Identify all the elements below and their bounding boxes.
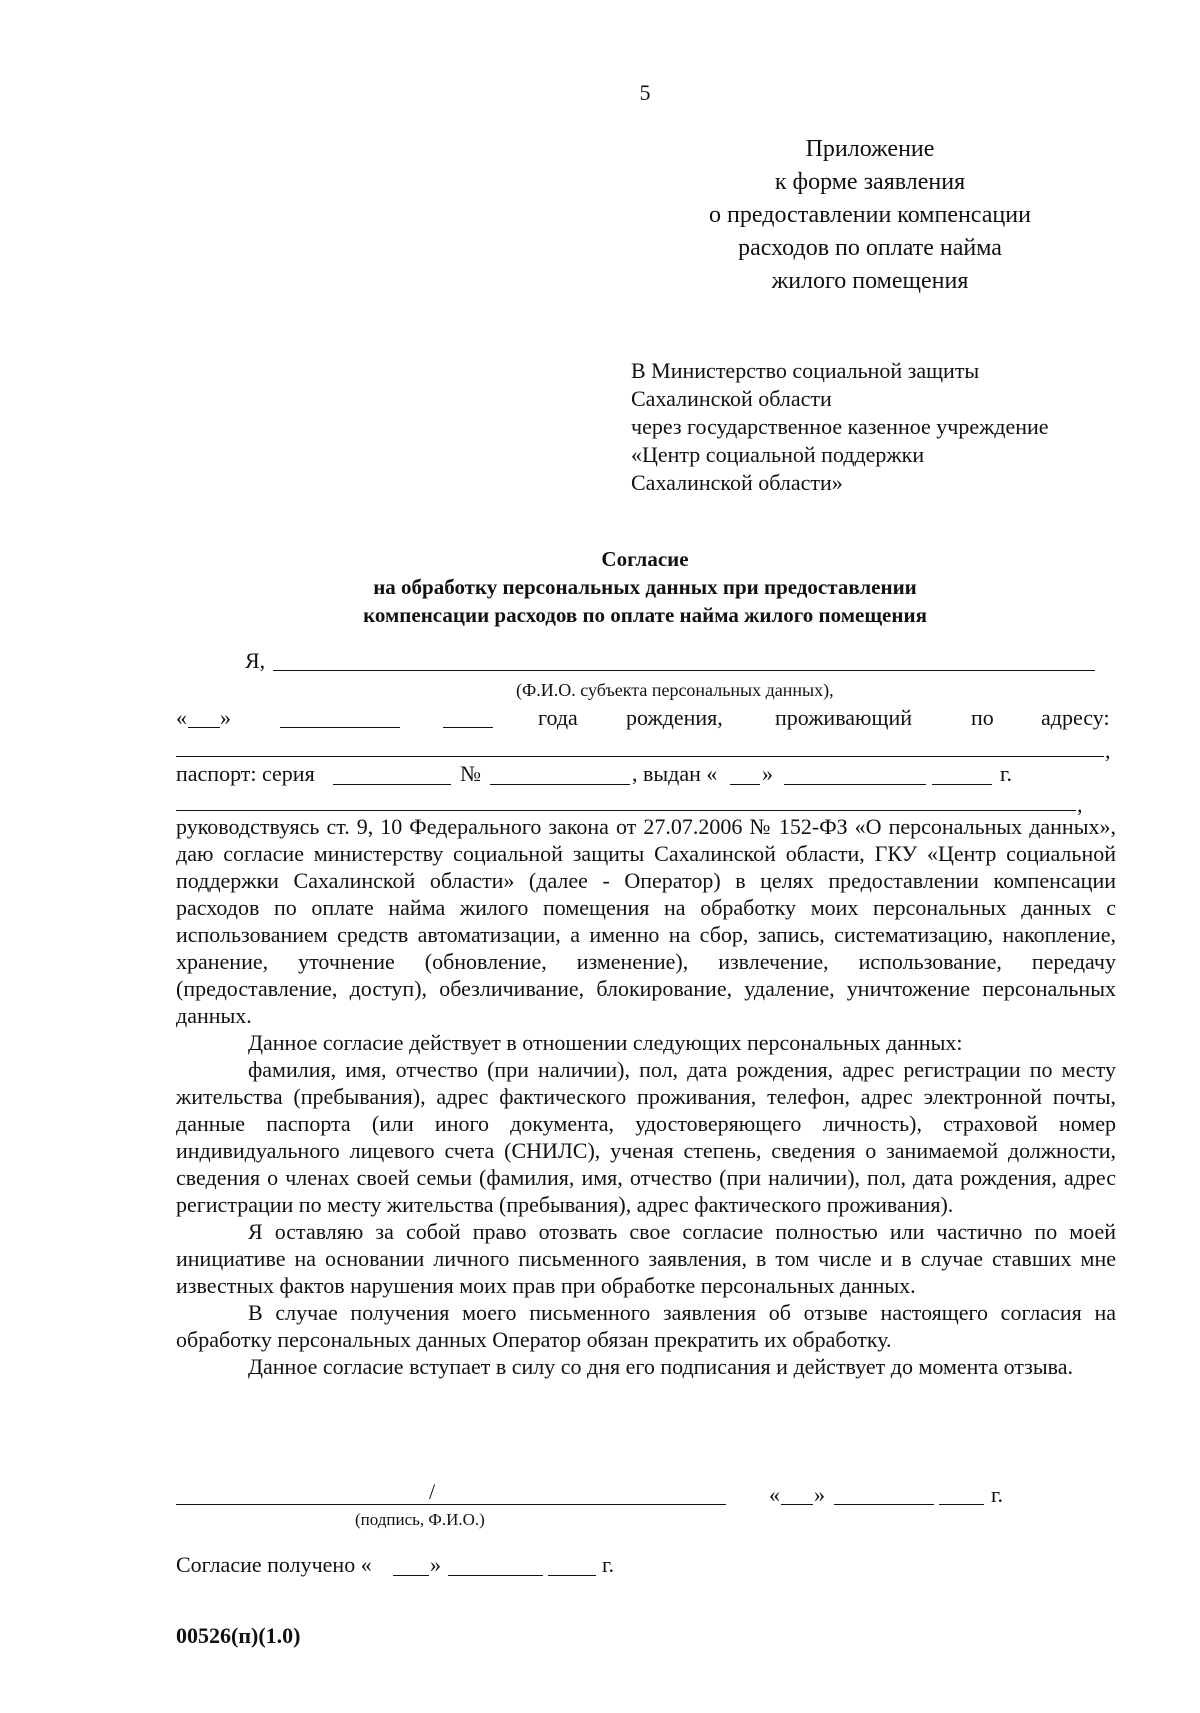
recipient-line: «Центр социальной поддержки: [631, 442, 925, 467]
received-day-field[interactable]: [393, 1575, 429, 1576]
prozhivayushchiy-label: проживающий: [775, 705, 912, 730]
appendix-line: расходов по оплате найма: [738, 235, 1002, 261]
appendix-line: о предоставлении компенсации: [709, 202, 1031, 228]
birth-month-field[interactable]: [280, 727, 400, 728]
appendix-line: к форме заявления: [774, 169, 966, 195]
title-line: Согласие: [601, 547, 689, 571]
consent-body: [176, 813, 1116, 1380]
po-label: по: [971, 705, 994, 730]
adresu-label: адресу:: [1041, 705, 1110, 730]
rozhdeniya-label: рождения,: [626, 705, 723, 730]
birth-day-field[interactable]: [188, 727, 220, 728]
i-label: Я,: [245, 648, 266, 673]
received-label: Согласие получено «: [176, 1552, 372, 1577]
passport-series-field[interactable]: [333, 784, 451, 785]
issued-label: , выдан «: [632, 761, 718, 786]
birth-day-open-quote: «: [176, 705, 187, 730]
issued-month-field[interactable]: [784, 784, 926, 785]
recipient-block: [631, 357, 1049, 497]
recipient-line: через государственное казенное учреждение: [631, 414, 1049, 439]
goda-label: года: [538, 705, 578, 730]
address-field[interactable]: [176, 756, 1104, 757]
appendix-line: Приложение: [805, 136, 935, 162]
birth-year-field[interactable]: [443, 727, 493, 728]
body-paragraph: Данное согласие вступает в силу со дня его подписания и действует до момента отзыва.: [248, 1354, 1074, 1379]
address-comma: ,: [1105, 738, 1111, 763]
appendix-header: [640, 133, 1100, 298]
signature-year-field[interactable]: [939, 1504, 984, 1505]
issued-year-field[interactable]: [932, 784, 992, 785]
issued-year-abbr: г.: [1000, 761, 1013, 786]
form-code: 00526(п)(1.0): [176, 1623, 301, 1648]
signature-year-abbr: г.: [991, 1482, 1004, 1507]
document-title: [0, 545, 1200, 629]
recipient-line: Сахалинской области: [631, 386, 832, 411]
body-paragraph: Я оставляю за собой право отозвать свое согласие полностью или частично по моей инициативе на основании личного письменного заявления, в том числе и в случае ставших мне известных фактов нарушения моих прав при обработке персональных данных.: [176, 1219, 1116, 1298]
body-paragraph: фамилия, имя, отчество (при наличии), пол, дата рождения, адрес регистрации по месту жительства (пребывания), адрес фактического проживания, телефон, адрес электронной почты, данные паспорта (или иного документа, удостоверяющего личность), страховой номер индивидуального лицевого счета (СНИЛС), ученая степень, сведения о занимаемой должности, сведения о членах своей семьи (фамилия, имя, отчество (при наличии), пол, дата рождения, адрес регистрации по месту жительства (пребывания), адрес фактического проживания).: [176, 1057, 1116, 1217]
issued-close-quote: »: [762, 761, 773, 786]
title-line: компенсации расходов по оплате найма жилого помещения: [363, 603, 927, 627]
page-number: 5: [639, 80, 651, 105]
signature-day-field[interactable]: [781, 1504, 813, 1505]
body-paragraph: руководствуясь ст. 9, 10 Федерального закона от 27.07.2006 № 152-ФЗ «О персональных данных», даю согласие министерству социальной защиты Сахалинской области, ГКУ «Центр социальной поддержки Сахалинской области» (далее - Оператор) в целях предоставлении компенсации расходов по оплате найма жилого помещения на обработку моих персональных данных с использованием средств автоматизации, а именно на сбор, запись, систематизацию, накопление, хранение, уточнение (обновление, изменение), извлечение, использование, передачу (предоставление, доступ), обезличивание, блокирование, удаление, уничтожение персональных данных.: [176, 814, 1116, 1028]
received-year-abbr: г.: [602, 1552, 615, 1577]
received-month-field[interactable]: [448, 1575, 543, 1576]
received-close-quote: »: [430, 1552, 441, 1577]
title-line: на обработку персональных данных при предоставлении: [373, 575, 917, 599]
passport-number-field[interactable]: [490, 784, 630, 785]
signature-slash: /: [429, 1479, 436, 1504]
recipient-line: В Министерство социальной защиты: [631, 358, 980, 383]
body-paragraph: Данное согласие действует в отношении следующих персональных данных:: [248, 1030, 963, 1055]
recipient-line: Сахалинской области»: [631, 470, 843, 495]
body-paragraph: В случае получения моего письменного заявления об отзыве настоящего согласия на обработку персональных данных Оператор обязан прекратить их обработку.: [176, 1300, 1116, 1352]
appendix-line: жилого помещения: [771, 268, 969, 294]
fio-caption: (Ф.И.О. субъекта персональных данных),: [516, 680, 834, 700]
signature-field[interactable]: [176, 1504, 726, 1505]
signature-date-open-quote: «: [769, 1482, 780, 1507]
number-sign: №: [460, 761, 481, 786]
signature-month-field[interactable]: [834, 1504, 934, 1505]
passport-label: паспорт: серия: [176, 761, 315, 786]
signature-caption: (подпись, Ф.И.О.): [355, 1510, 485, 1529]
issued-by-comma: ,: [1077, 792, 1083, 817]
issued-day-field[interactable]: [730, 784, 760, 785]
issued-by-field[interactable]: [176, 810, 1076, 811]
fio-field[interactable]: [273, 670, 1095, 671]
signature-date-close-quote: »: [814, 1482, 825, 1507]
birth-day-close-quote: »: [220, 705, 231, 730]
received-year-field[interactable]: [548, 1575, 596, 1576]
